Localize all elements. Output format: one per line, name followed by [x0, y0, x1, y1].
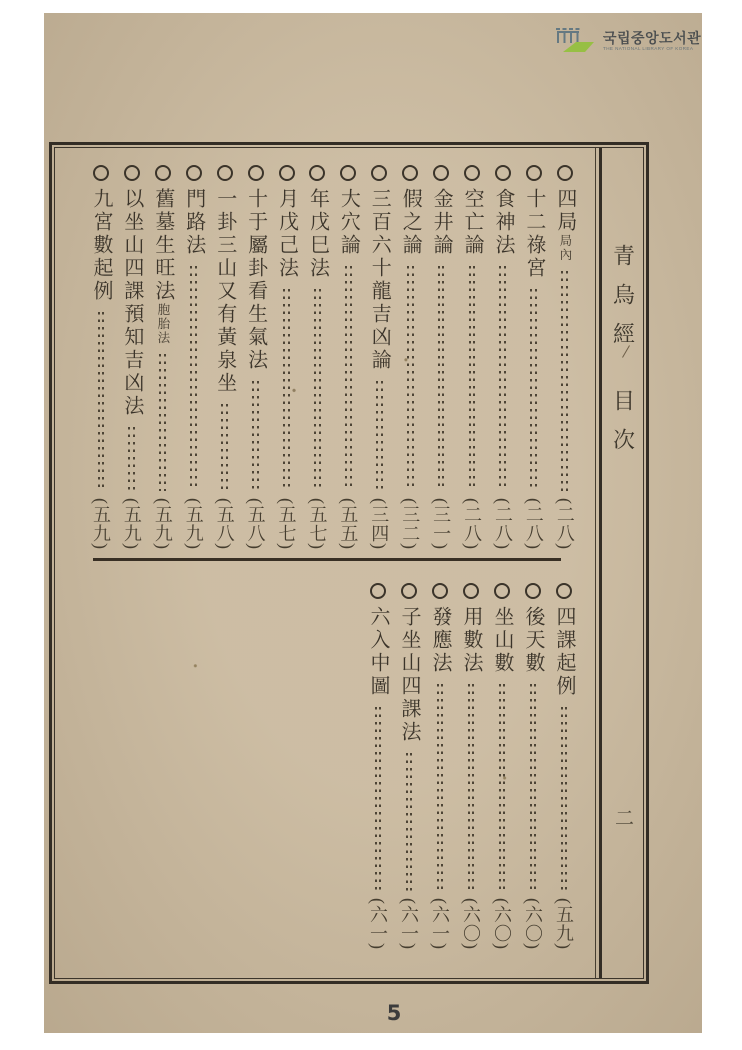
- entry-title: 坐山數: [491, 606, 513, 675]
- entry-circle-marker: [495, 165, 511, 181]
- entry-page-number: (二八): [492, 498, 513, 550]
- toc-entry: [303, 164, 331, 550]
- toc-entry: [519, 582, 547, 950]
- entry-title: 後天數: [522, 606, 544, 675]
- entry-circle-marker: [248, 165, 264, 181]
- dotted-leader: [468, 684, 475, 891]
- entry-circle-marker: [526, 165, 542, 181]
- entry-title: 以坐山四課預知吉凶法: [120, 188, 143, 418]
- entry-title: 門路法: [182, 188, 205, 257]
- entry-circle-marker: [557, 165, 573, 181]
- entry-circle-marker: [124, 165, 140, 181]
- entry-title: 一卦三山又有黃泉坐: [213, 188, 236, 395]
- section-divider-rule: [93, 558, 561, 561]
- dotted-leader: [530, 289, 537, 491]
- entry-page-number: (六一): [430, 898, 450, 950]
- entry-page-number: (五七): [307, 498, 328, 550]
- entry-circle-marker: [402, 165, 418, 181]
- toc-entry: [489, 164, 517, 550]
- entry-page-number: (二八): [462, 498, 483, 550]
- entry-page-number: (三四): [369, 498, 390, 550]
- entry-page-number: (五八): [214, 498, 235, 550]
- dotted-leader: [159, 354, 166, 491]
- dotted-leader: [406, 753, 413, 891]
- entry-page-number: (三一): [431, 498, 452, 550]
- toc-entry: [520, 164, 548, 550]
- toc-section-bottom: [364, 582, 578, 950]
- entry-page-number: (五九): [121, 498, 142, 550]
- dotted-leader: [345, 266, 352, 491]
- entry-annotation: 胞胎法: [155, 303, 170, 345]
- dotted-leader: [499, 684, 506, 891]
- entry-circle-marker: [494, 583, 510, 599]
- toc-entry: [364, 582, 392, 950]
- entry-page-number: (五五): [338, 498, 359, 550]
- dotted-leader: [499, 266, 506, 491]
- entry-title: 金井論: [430, 188, 453, 257]
- entry-circle-marker: [433, 165, 449, 181]
- title-margin-strip: [599, 148, 643, 978]
- entry-circle-marker: [432, 583, 448, 599]
- entry-title: 食神法: [491, 188, 514, 257]
- toc-entry: [211, 164, 239, 550]
- entry-circle-marker: [155, 165, 171, 181]
- toc-entry: [365, 164, 393, 550]
- nlk-green-swoosh: [563, 42, 594, 52]
- entry-page-number: (六一): [399, 898, 419, 950]
- entry-title: 九宮數起例: [90, 188, 112, 303]
- nlk-english-name: THE NATIONAL LIBRARY OF KOREA: [603, 45, 694, 51]
- entry-page-number: (五九): [183, 498, 204, 550]
- national-library-of-korea-logo: [554, 22, 714, 60]
- entry-title: 十于屬卦看生氣法: [244, 188, 267, 372]
- nlk-gate-icon: [554, 25, 596, 57]
- entry-page-number: (五七): [276, 498, 297, 550]
- entry-page-number: (五九): [554, 898, 574, 950]
- entry-page-number: (六一): [368, 898, 388, 950]
- toc-entry: [550, 582, 578, 950]
- toc-entry: [457, 582, 485, 950]
- dotted-leader: [98, 312, 105, 491]
- dotted-leader: [375, 707, 382, 891]
- entry-circle-marker: [556, 583, 572, 599]
- entry-circle-marker: [340, 165, 356, 181]
- entry-circle-marker: [370, 583, 386, 599]
- dotted-leader: [561, 271, 568, 491]
- toc-entry: [180, 164, 208, 550]
- toc-entry: [458, 164, 486, 550]
- entry-page-number: (六〇): [523, 898, 543, 950]
- dotted-leader: [221, 404, 228, 491]
- dotted-leader: [283, 289, 290, 491]
- toc-entry: [118, 164, 146, 550]
- dotted-leader: [252, 381, 259, 491]
- entry-circle-marker: [463, 583, 479, 599]
- dotted-leader: [469, 266, 476, 491]
- entry-title: 六入中圖: [367, 606, 389, 698]
- entry-page-number: (五九): [91, 498, 111, 550]
- entry-circle-marker: [464, 165, 480, 181]
- dotted-leader: [437, 684, 444, 891]
- entry-page-number: (二八): [554, 498, 575, 550]
- entry-page-number: (五八): [245, 498, 266, 550]
- entry-title: 發應法: [429, 606, 451, 675]
- toc-section-top: [87, 164, 579, 550]
- content-frame: [49, 142, 649, 984]
- entry-title: 舊墓生旺法胞胎法: [151, 188, 174, 345]
- entry-title: 四局局內: [553, 188, 576, 262]
- entry-title: 假之論: [399, 188, 422, 257]
- dotted-leader: [314, 289, 321, 491]
- entry-page-number: (六〇): [492, 898, 512, 950]
- entry-page-number: (六〇): [461, 898, 481, 950]
- dotted-leader: [190, 266, 197, 491]
- entry-circle-marker: [525, 583, 541, 599]
- dotted-leader: [376, 381, 383, 491]
- scanned-book-page: [44, 13, 702, 1033]
- entry-circle-marker: [401, 583, 417, 599]
- toc-entry: [273, 164, 301, 550]
- toc-entry: [87, 164, 115, 550]
- entry-title: 三百六十龍吉凶論: [368, 188, 391, 372]
- entry-circle-marker: [217, 165, 233, 181]
- entry-title: 空亡論: [461, 188, 484, 257]
- entry-title: 四課起例: [553, 606, 575, 698]
- toc-entry: [149, 164, 177, 550]
- book-title: 青烏經: [610, 244, 636, 361]
- entry-title: 十二祿宮: [522, 188, 545, 280]
- dotted-leader: [561, 707, 568, 891]
- entry-title: 子坐山四課法: [398, 606, 420, 744]
- entry-page-number: (二八): [523, 498, 544, 550]
- entry-title: 大穴論: [337, 188, 360, 257]
- entry-circle-marker: [279, 165, 295, 181]
- toc-entry: [334, 164, 362, 550]
- dotted-leader: [407, 266, 414, 491]
- dotted-leader: [438, 266, 445, 491]
- section-title: 目次: [610, 389, 636, 467]
- toc-entry: [426, 582, 454, 950]
- entry-circle-marker: [371, 165, 387, 181]
- entry-annotation: 局內: [557, 234, 572, 262]
- toc-entry: [395, 582, 423, 950]
- toc-entry: [427, 164, 455, 550]
- toc-entry: [396, 164, 424, 550]
- dotted-leader: [530, 684, 537, 891]
- entry-title: 年戊巳法: [306, 188, 329, 280]
- entry-page-number: (三二): [400, 498, 421, 550]
- entry-circle-marker: [93, 165, 109, 181]
- entry-title: 月戊己法: [275, 188, 298, 280]
- toc-entry: [242, 164, 270, 550]
- entry-circle-marker: [309, 165, 325, 181]
- entry-circle-marker: [186, 165, 202, 181]
- entry-page-number: (五九): [152, 498, 173, 550]
- printed-page-number: 5: [386, 1001, 402, 1025]
- folio-number: 二: [612, 808, 633, 827]
- nlk-korean-name: 국립중앙도서관: [603, 29, 702, 46]
- toc-entry: [551, 164, 579, 550]
- entry-title: 用數法: [460, 606, 482, 675]
- toc-entry: [488, 582, 516, 950]
- dotted-leader: [128, 427, 135, 491]
